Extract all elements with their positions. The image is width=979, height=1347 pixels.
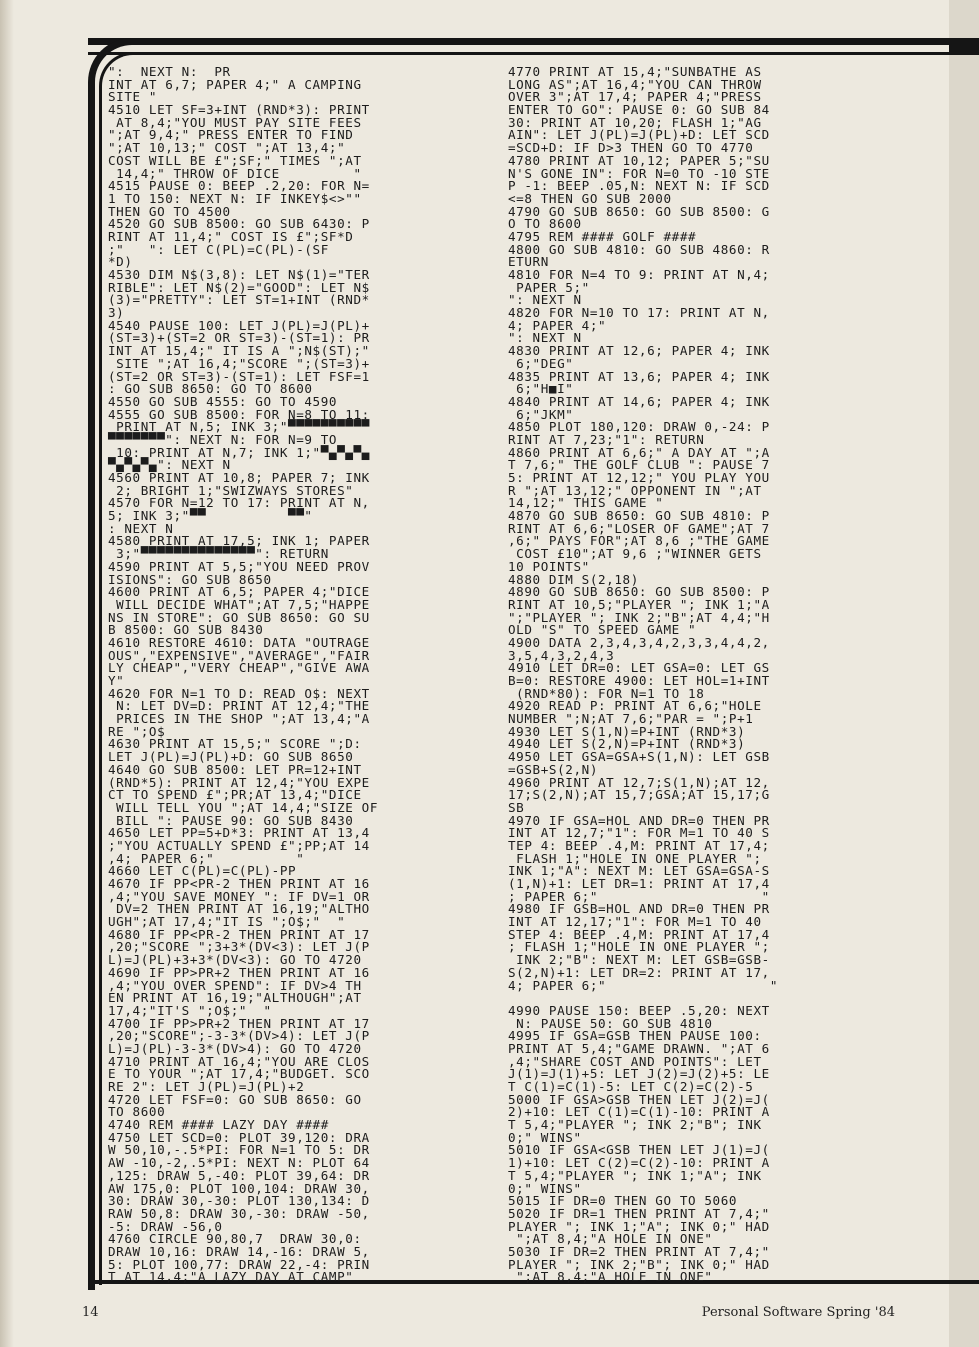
code-line: (ST=3)+(ST=2 OR ST=3)-(ST=1): PR [108, 330, 370, 346]
code-line: 17;S(2,N);AT 15,7;GSA;AT 15,17;G [508, 787, 770, 803]
frame-rule-top-inner [88, 52, 979, 55]
code-line: N: PAUSE 50: GO SUB 4810 [508, 1015, 713, 1031]
code-line: ; FLASH 1;"HOLE IN ONE PLAYER "; [508, 939, 770, 955]
code-line: 4510 LET SF=3+INT (RND*3): PRINT [108, 102, 370, 118]
code-line: 4870 GO SUB 8650: GO SUB 4810: P [508, 508, 770, 524]
code-line: 4570 FOR N=12 TO 17: PRINT AT N, [108, 495, 370, 511]
page-gutter [0, 0, 14, 1347]
code-line: T 5,4;"PLAYER "; INK 1;"A"; INK [508, 1167, 762, 1183]
code-line: (RND*5): PRINT AT 12,4;"YOU EXPE [108, 774, 370, 790]
code-line: 4660 LET C(PL)=C(PL)-PP [108, 863, 297, 879]
code-line: 4780 PRINT AT 10,12; PAPER 5;"SU [508, 152, 770, 168]
code-line: : GO SUB 8650: GO TO 8600 [108, 381, 313, 397]
code-line: 4880 DIM S(2,18) [508, 571, 639, 587]
code-line: (1,N)+1: LET DR=1: PRINT AT 17,4 [508, 876, 770, 891]
code-line: 4890 GO SUB 8650: GO SUB 8500: P [508, 584, 770, 600]
code-line: OVER 3";AT 17,4; PAPER 4;"PRESS [508, 89, 762, 105]
code-line: T AT 14,4;"A LAZY DAY AT CAMP" [108, 1269, 354, 1285]
code-line: 4520 GO SUB 8500: GO SUB 6430: P [108, 216, 370, 232]
code-line: RE ";O$ [108, 723, 166, 739]
code-line: 4800 GO SUB 4810: GO SUB 4860: R [508, 241, 770, 257]
code-line: 4835 PRINT AT 13,6; PAPER 4; INK [508, 368, 770, 384]
code-line: 4920 READ P: PRINT AT 6,6;"HOLE [508, 698, 762, 714]
code-line: ";AT 8,4;"A HOLE IN ONE" [508, 1231, 713, 1247]
code-line: L)=J(PL)-3-3*(DV>4): GO TO 4720 [108, 1040, 362, 1056]
code-line: L)=J(PL)+3+3*(DV<3): GO TO 4720 [108, 952, 362, 968]
code-line: TEP 4: BEEP .4,M: PRINT AT 17,4; [508, 837, 770, 853]
code-line: ; PAPER 6;" " [508, 888, 770, 904]
code-line: 4710 PRINT AT 16,4;"YOU ARE CLOS [108, 1053, 370, 1069]
code-line: 4650 LET PP=5+D*3: PRINT AT 13,4 [108, 825, 370, 841]
code-line: 4; PAPER 6;" " [508, 977, 779, 993]
code-line: RINT AT 11,4;" COST IS £";SF*D [108, 228, 354, 244]
code-line: 1 TO 150: NEXT N: IF INKEY$<>"" [108, 190, 362, 206]
code-line: ;" ": LET C(PL)=C(PL)-(SF [108, 241, 329, 257]
code-line: 4610 RESTORE 4610: DATA "OUTRAGE [108, 634, 370, 650]
code-line: 5015 IF DR=0 THEN GO TO 5060 [508, 1193, 738, 1209]
code-line: 4995 IF GSA=GSB THEN PAUSE 100: [508, 1028, 762, 1044]
code-line: 5: PRINT AT 12,12;" YOU PLAY YOU [508, 470, 770, 485]
code-line: 4770 PRINT AT 15,4;"SUNBATHE AS [508, 64, 762, 79]
code-line: ,4;"YOU OVER SPEND": IF DV>4 TH [108, 977, 362, 993]
frame-rule-top [88, 38, 979, 45]
code-line: 4860 PRINT AT 6,6;" A DAY AT ";A [508, 444, 770, 460]
code-line: FLASH 1;"HOLE IN ONE PLAYER "; [508, 850, 762, 866]
code-line: 4940 LET S(2,N)=P+INT (RND*3) [508, 736, 746, 752]
code-line: 4990 PAUSE 150: BEEP .5,20: NEXT [508, 1002, 770, 1018]
code-line: 4840 PRINT AT 14,6; PAPER 4; INK [508, 393, 770, 409]
code-line: 10: PRINT AT N,7; INK 1;"▀▄▀▄▀▄ [108, 444, 370, 460]
code-line: T C(1)=C(1)-5: LET C(2)=C(2)-5 [508, 1079, 754, 1094]
code-line: DRAW 10,16: DRAW 14,-16: DRAW 5, [108, 1243, 370, 1259]
code-line: ": NEXT N: PR [108, 64, 231, 79]
code-line: INK 2;"B": NEXT M: LET GSB=GSB- [508, 952, 770, 968]
code-line: B 8500: GO SUB 8430 [108, 622, 264, 638]
code-line: 4680 IF PP<PR-2 THEN PRINT AT 17 [108, 926, 370, 942]
code-line: RINT AT 7,23;"1": RETURN [508, 431, 705, 447]
code-line: 4720 LET FSF=0: GO SUB 8650: GO [108, 1091, 362, 1107]
code-line: COST WILL BE £";SF;" TIMES ";AT [108, 152, 362, 168]
listing-right-column [508, 66, 908, 1284]
code-line: 4590 PRINT AT 5,5;"YOU NEED PROV [108, 558, 370, 574]
code-line: (ST=2 OR ST=3)-(ST=1): LET FSF=1 [108, 368, 370, 384]
code-line: 4555 GO SUB 8500: FOR N=8 TO 11: [108, 406, 370, 422]
code-line: 3,5,4,3,2,4,3 [508, 647, 615, 663]
code-line: 6;"DEG" [508, 355, 574, 371]
code-line: ";AT 8,4;"A HOLE IN ONE" [508, 1269, 713, 1285]
code-line: 4830 PRINT AT 12,6; PAPER 4; INK [508, 343, 770, 359]
code-line: B=0: RESTORE 4900: LET HOL=1+INT [508, 673, 770, 688]
code-line: DV=2 THEN PRINT AT 16,19;"ALTHO [108, 901, 370, 917]
code-line: 4750 LET SCD=0: PLOT 39,120: DRA [108, 1129, 370, 1145]
code-line: T 7,6;" THE GOLF CLUB ": PAUSE 7 [508, 457, 770, 473]
code-line: 5000 IF GSA>GSB THEN LET J(2)=J( [508, 1091, 770, 1107]
code-line: 3;"▀▀▀▀▀▀▀▀▀▀▀▀▀▀": RETURN [108, 546, 329, 562]
facing-page-edge [949, 0, 979, 1347]
code-line: AT 8,4;"YOU MUST PAY SITE FEES [108, 114, 362, 130]
code-line: 4670 IF PP<PR-2 THEN PRINT AT 16 [108, 876, 370, 891]
code-line: ▀▄▀▄▀▄": NEXT N [108, 457, 231, 473]
code-line: 30: DRAW 30,-30: PLOT 130,134: D [108, 1193, 370, 1209]
code-line: ";AT 10,13;" COST ";AT 13,4;" [108, 140, 346, 156]
code-line: ETURN [508, 254, 549, 270]
code-line: : NEXT N [108, 520, 174, 536]
code-line: *D) [108, 254, 133, 270]
code-line: AW -10,-2,.5*PI: NEXT N: PLOT 64 [108, 1155, 370, 1171]
code-line: PRINT AT 5,4;"GAME DRAWN. ";AT 6 [508, 1040, 770, 1056]
code-line: ▀▀▀▀▀▀▀": NEXT N: FOR N=9 TO [108, 431, 338, 447]
code-line: 5; INK 3;"▀▀ ▀▀" [108, 508, 313, 524]
code-line: RINT AT 10,5;"PLAYER "; INK 1;"A [508, 596, 770, 612]
code-line: 14,4;" THROW OF DICE " [108, 165, 362, 181]
code-line: P -1: BEEP .05,N: NEXT N: IF SCD [508, 178, 770, 194]
code-line: PRINT AT N,5; INK 3;"▀▀▀▀▀▀▀▀▀▀ [108, 419, 370, 435]
code-line: -5: DRAW -56,0 [108, 1218, 223, 1234]
code-line: ,4;"SHARE COST AND POINTS": LET [508, 1053, 762, 1069]
code-line: PAPER 5;" [508, 279, 770, 295]
code-line: WILL DECIDE WHAT";AT 7,5;"HAPPE [108, 596, 370, 612]
code-line: COST £10";AT 9,6 ;"WINNER GETS [508, 546, 762, 562]
code-line: 4620 FOR N=1 TO D: READ O$: NEXT [108, 685, 370, 701]
code-line: 4530 DIM N$(3,8): LET N$(1)="TER [108, 267, 370, 282]
code-line: ,6;" PAYS FOR";AT 8,6 ;"THE GAME [508, 533, 770, 549]
code-line: CT TO SPEND £";PR;AT 13,4;"DICE [108, 787, 362, 803]
code-line: NUMBER ";N;AT 7,6;"PAR = ";P+1 [508, 711, 754, 727]
publication-footer: Personal Software Spring '84 [701, 1305, 895, 1320]
code-line: 4; PAPER 4;" [508, 317, 779, 333]
code-line: THEN GO TO 4500 [108, 203, 231, 219]
code-line: OUS","EXPENSIVE","AVERAGE","FAIR [108, 647, 370, 663]
code-line: Y" [108, 673, 125, 688]
code-line: ,20;"SCORE";-3-3*(DV>4): LET J(P [108, 1028, 370, 1044]
code-line: ;"YOU ACTUALLY SPEND £";PP;AT 14 [108, 837, 370, 853]
code-line: PRICES IN THE SHOP ";AT 13,4;"A [108, 711, 370, 727]
code-line: 4790 GO SUB 8650: GO SUB 8500: G [508, 203, 770, 219]
code-line: 4960 PRINT AT 12,7;S(1,N);AT 12, [508, 774, 770, 790]
code-line: ": NEXT N [508, 292, 582, 308]
code-line: ,125: DRAW 5,-40: PLOT 39,64: DR [108, 1167, 370, 1183]
code-line: NS IN STORE": GO SUB 8650: GO SU [108, 609, 370, 625]
code-line: 4980 IF GSB=HOL AND DR=0 THEN PR [508, 901, 770, 917]
frame-rule-left-inner [99, 90, 102, 1285]
code-line: 0;" WINS" [508, 1180, 582, 1196]
code-line: 5020 IF DR=1 THEN PRINT AT 7,4;" [508, 1205, 770, 1221]
code-line: 4850 PLOT 180,120: DRAW 0,-24: P [508, 419, 770, 435]
code-line: 4600 PRINT AT 6,5; PAPER 4;"DICE [108, 584, 370, 600]
code-line: (RND*80): FOR N=1 TO 18 [508, 685, 705, 701]
code-line: ISIONS": GO SUB 8650 [108, 571, 272, 587]
code-line: =SCD+D: IF D>3 THEN GO TO 4770 [508, 140, 754, 156]
code-line: RAW 50,8: DRAW 30,-30: DRAW -50, [108, 1205, 370, 1221]
code-line: 4810 FOR N=4 TO 9: PRINT AT N,4; [508, 267, 770, 282]
code-line: TO 8600 [108, 1104, 166, 1120]
code-line: 4910 LET DR=0: LET GSA=0: LET GS [508, 660, 770, 676]
code-line: 30: PRINT AT 10,20; FLASH 1;"AG [508, 114, 762, 130]
code-line: 4760 CIRCLE 90,80,7 DRAW 30,0: [108, 1231, 362, 1247]
code-line: 0;" WINS" [508, 1129, 582, 1145]
code-line: (3)="PRETTY": LET ST=1+INT (RND* [108, 292, 370, 308]
code-line: O TO 8600 [508, 216, 582, 232]
code-line: PLAYER "; INK 2;"B"; INK 0;" HAD [508, 1256, 770, 1272]
code-line: 4515 PAUSE 0: BEEP .2,20: FOR N= [108, 178, 370, 194]
code-line: 4930 LET S(1,N)=P+INT (RND*3) [508, 723, 746, 739]
code-line: 5010 IF GSA<GSB THEN LET J(1)=J( [508, 1142, 770, 1158]
code-line: BILL ": PAUSE 90: GO SUB 8430 [108, 812, 354, 828]
code-line: 2)+10: LET C(1)=C(1)-10: PRINT A [508, 1104, 770, 1120]
code-line: STEP 4: BEEP .4,M: PRINT AT 17,4 [508, 926, 770, 942]
code-line: S(2,N)+1: LET DR=2: PRINT AT 17, [508, 964, 770, 980]
code-line: =GSB+S(2,N) [508, 761, 599, 777]
code-line: 4900 DATA 2,3,4,3,4,2,3,3,4,4,2, [508, 634, 770, 650]
code-line: EN PRINT AT 16,19;"ALTHOUGH";AT [108, 990, 362, 1006]
code-line: 5030 IF DR=2 THEN PRINT AT 7,4;" [508, 1243, 770, 1259]
code-line: 4950 LET GSA=GSA+S(1,N): LET GSB [508, 749, 770, 765]
code-line: 4580 PRINT AT 17,5; INK 1; PAPER [108, 533, 370, 549]
listing-left-column [108, 66, 498, 1284]
code-line: ";"PLAYER "; INK 2;"B";AT 4,4;"H [508, 609, 770, 625]
code-line: 4560 PRINT AT 10,8; PAPER 7; INK [108, 470, 370, 485]
code-line: LY CHEAP","VERY CHEAP","GIVE AWA [108, 660, 370, 676]
code-line: ,20;"SCORE ";3+3*(DV<3): LET J(P [108, 939, 370, 955]
code-line: 3) [108, 305, 125, 321]
code-line: SITE ";AT 16,4;"SCORE ";(ST=3)+ [108, 355, 370, 371]
code-line: 17,4;"IT'S ";O$;" " [108, 1002, 272, 1018]
code-line: N: LET DV=D: PRINT AT 12,4;"THE [108, 698, 370, 714]
code-line: ,4; PAPER 6;" " [108, 850, 305, 866]
code-line: ": NEXT N [508, 330, 582, 346]
code-line: <=8 THEN GO SUB 2000 [508, 190, 672, 206]
code-line: RIBLE": LET N$(2)="GOOD": LET N$ [108, 279, 370, 295]
code-line: 4640 GO SUB 8500: LET PR=12+INT [108, 761, 362, 777]
code-line: SB [508, 799, 525, 815]
code-line: INT AT 12,17;"1": FOR M=1 TO 40 [508, 914, 762, 930]
code-line: UGH";AT 17,4;"IT IS ";O$;" " [108, 914, 346, 930]
code-line: 6;"H■I" [508, 381, 574, 397]
code-line: 4550 GO SUB 4555: GO TO 4590 [108, 393, 338, 409]
code-line: AW 175,0: PLOT 100,104: DRAW 30, [108, 1180, 370, 1196]
code-line: 5: PLOT 100,77: DRAW 22,-4: PRIN [108, 1256, 370, 1272]
code-line: N'S GONE IN": FOR N=0 TO -10 STE [508, 165, 770, 181]
code-line: INT AT 15,4;" IT IS A ";N$(ST);" [108, 343, 370, 359]
code-line: 4700 IF PP>PR+2 THEN PRINT AT 17 [108, 1015, 370, 1031]
code-line: 4820 FOR N=10 TO 17: PRINT AT N, [508, 305, 770, 321]
code-line: LONG AS";AT 16,4;"YOU CAN THROW [508, 76, 762, 92]
code-line: 4690 IF PP>PR+2 THEN PRINT AT 16 [108, 964, 370, 980]
code-line: 6;"JKM" [508, 406, 574, 422]
code-line: AIN": LET J(PL)=J(PL)+D: LET SCD [508, 127, 770, 143]
code-line: R ";AT 13,12;" OPPONENT IN ";AT [508, 482, 762, 498]
frame-rule-left [88, 90, 95, 1290]
code-line: RINT AT 6,6;"LOSER OF GAME";AT 7 [508, 520, 770, 536]
code-line: 4795 REM #### GOLF #### [508, 228, 697, 244]
code-line: RE 2": LET J(PL)=J(PL)+2 [108, 1079, 305, 1094]
code-line: T 5,4;"PLAYER "; INK 2;"B"; INK [508, 1117, 762, 1133]
code-line: ,4;"YOU SAVE MONEY ": IF DV=1 OR [108, 888, 370, 904]
code-line: INK 1;"A": NEXT M: LET GSA=GSA-S [508, 863, 770, 879]
code-line: ENTER TO GO": PAUSE 0: GO SUB 84 [508, 102, 770, 118]
code-line: 4540 PAUSE 100: LET J(PL)=J(PL)+ [108, 317, 370, 333]
code-line: 4740 REM #### LAZY DAY #### [108, 1117, 329, 1133]
code-line: 4630 PRINT AT 15,5;" SCORE ";D: [108, 736, 362, 752]
code-line: 4970 IF GSA=HOL AND DR=0 THEN PR [508, 812, 770, 828]
code-line: 10 POINTS" [508, 558, 590, 574]
code-line: 1)+10: LET C(2)=C(2)-10: PRINT A [508, 1155, 770, 1171]
code-line: W 50,10,-.5*PI: FOR N=1 TO 5: DR [108, 1142, 370, 1158]
code-line: OLD "S" TO SPEED GAME " [508, 622, 697, 638]
code-line: SITE " [108, 89, 158, 105]
code-line: INT AT 6,7; PAPER 4;" A CAMPING [108, 76, 362, 92]
code-line: 2; BRIGHT 1;"SWIZWAYS STORES" [108, 482, 354, 498]
code-line: 14,12;" THIS GAME " [508, 495, 664, 511]
code-line: J(1)=J(1)+5: LET J(2)=J(2)+5: LE [508, 1066, 770, 1082]
code-line: PLAYER "; INK 1;"A"; INK 0;" HAD [508, 1218, 770, 1234]
code-line: WILL TELL YOU ";AT 14,4;"SIZE OF [108, 799, 379, 815]
code-line: INT AT 12,7;"1": FOR M=1 TO 40 S [508, 825, 770, 841]
code-line: LET J(PL)=J(PL)+D: GO SUB 8650 [108, 749, 354, 765]
code-line: E TO YOUR ";AT 17,4;"BUDGET. SCO [108, 1066, 370, 1082]
page-number: 14 [82, 1305, 99, 1320]
code-line: ";AT 9,4;" PRESS ENTER TO FIND [108, 127, 354, 143]
